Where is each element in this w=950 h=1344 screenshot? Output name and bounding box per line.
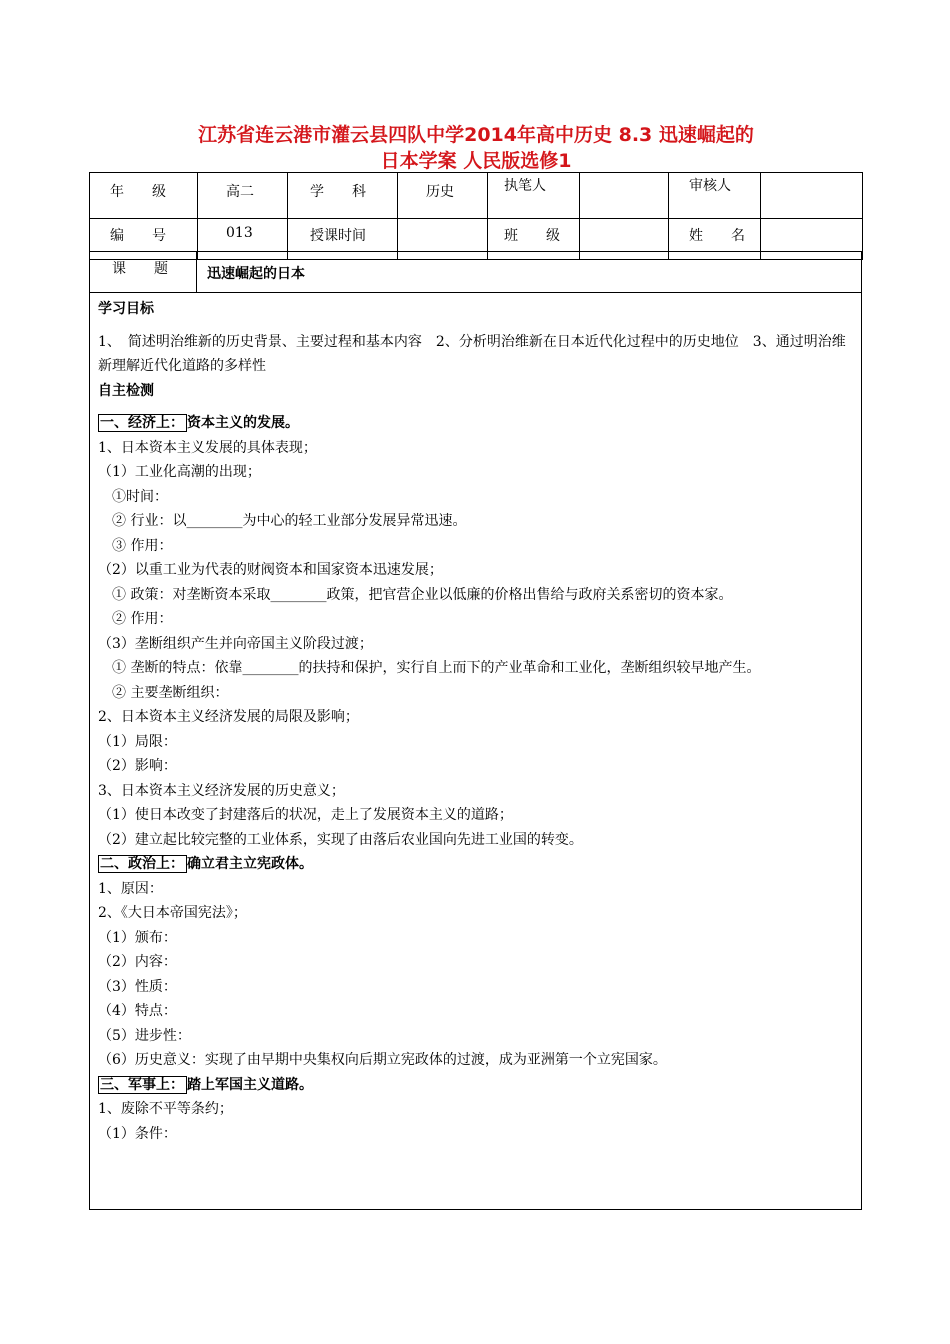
s1-line: （1）局限： (98, 733, 177, 750)
s2-line: 2、《大日本帝国宪法》； (98, 905, 247, 921)
reviewer-value (761, 173, 863, 219)
topic-label: 课 题 (112, 261, 168, 277)
info-row-1 (90, 173, 863, 219)
s1-line: ①时间： (98, 488, 168, 505)
goals-heading: 学习目标 (98, 301, 154, 317)
s1-line: （2）影响： (98, 758, 177, 774)
class-time-label: 授课时间 (288, 219, 398, 260)
topic-row (90, 252, 861, 293)
s1-line: （3）垄断组织产生并向帝国主义阶段过渡； (98, 635, 373, 652)
s1-line: （2）建立起比较完整的工业体系，实现了由落后农业国向先进工业国的转变。 (98, 831, 583, 848)
s2-line: 1、原因： (98, 880, 163, 897)
author-label: 执笔人 (488, 173, 580, 219)
grade-label: 年 级 (90, 173, 198, 219)
goals-text: 1、 简述明治维新的历史背景、主要过程和基本内容 2、分析明治维新在日本近代化过程中的历史地位 3、通过明治维新理解近代化道路的多样性 (98, 333, 846, 374)
s2-line: （4）特点： (98, 1003, 177, 1019)
topic-value: 迅速崛起的日本 (207, 266, 305, 282)
section-3-title: 踏上军国主义道路。 (187, 1076, 313, 1093)
s1-line: 3、日本资本主义经济发展的历史意义； (98, 782, 345, 799)
s2-line: （5）进步性： (98, 1027, 191, 1044)
name-label: 姓 名 (669, 219, 761, 260)
subject-label: 学 科 (288, 173, 398, 219)
topic-label-cell (90, 252, 197, 292)
s1-line: ① 垄断的特点：依靠________的扶持和保护，实行自上而下的产业革命和工业化，垄断组织较早地产生。 (98, 660, 761, 676)
s1-line: ② 主要垄断组织： (98, 684, 229, 701)
s1-line: ② 作用： (98, 611, 173, 627)
number-label: 编 号 (90, 219, 198, 260)
s1-line: （1）工业化高潮的出现； (98, 464, 261, 480)
section-3-heading (98, 1073, 858, 1098)
class-label: 班 级 (488, 219, 580, 260)
lesson-body (89, 251, 862, 1210)
s1-line: （1）使日本改变了封建落后的状况，走上了发展资本主义的道路； (98, 807, 513, 823)
section-2-heading (98, 852, 858, 877)
s1-line: ① 政策：对垄断资本采取________政策，把官营企业以低廉的价格出售给与政府关系密切的资本家。 (98, 586, 733, 603)
s2-line: （3）性质： (98, 978, 177, 995)
s1-line: 1、日本资本主义发展的具体表现； (98, 439, 317, 456)
s1-line: （2）以重工业为代表的财阀资本和国家资本迅速发展； (98, 562, 443, 578)
self-check-heading: 自主检测 (98, 382, 154, 399)
info-table (89, 172, 863, 260)
s1-line: 2、日本资本主义经济发展的局限及影响； (98, 709, 359, 725)
number-value: 013 (198, 219, 288, 260)
section-2-title: 确立君主立宪政体。 (187, 856, 313, 872)
s3-line: 1、废除不平等条约； (98, 1101, 233, 1117)
lesson-content (98, 297, 858, 1146)
section-1-title: 资本主义的发展。 (187, 415, 299, 431)
section-3-label: 三、军事上： (98, 1076, 187, 1094)
section-1-label: 一、经济上： (98, 414, 187, 432)
document-title (90, 122, 862, 174)
author-value (580, 173, 669, 219)
grade-value: 高二 (198, 173, 288, 219)
section-1-heading (98, 411, 858, 436)
s2-line: （1）颁布： (98, 929, 177, 946)
subject-value: 历史 (398, 173, 488, 219)
s2-line: （6）历史意义：实现了由早期中央集权向后期立宪政体的过渡，成为亚洲第一个立宪国家。 (98, 1052, 667, 1068)
title-line-1: 江苏省连云港市灌云县四队中学2014年高中历史 8.3 迅速崛起的 (198, 124, 754, 146)
s1-line: ③ 作用： (98, 537, 173, 554)
reviewer-label: 审核人 (669, 173, 761, 219)
s3-line: （1）条件： (98, 1125, 177, 1142)
s1-line: ② 行业：以________为中心的轻工业部分发展异常迅速。 (98, 513, 467, 529)
title-line-2: 日本学案 人民版选修1 (380, 150, 572, 172)
section-2-label: 二、政治上： (98, 855, 187, 873)
s2-line: （2）内容： (98, 954, 177, 970)
